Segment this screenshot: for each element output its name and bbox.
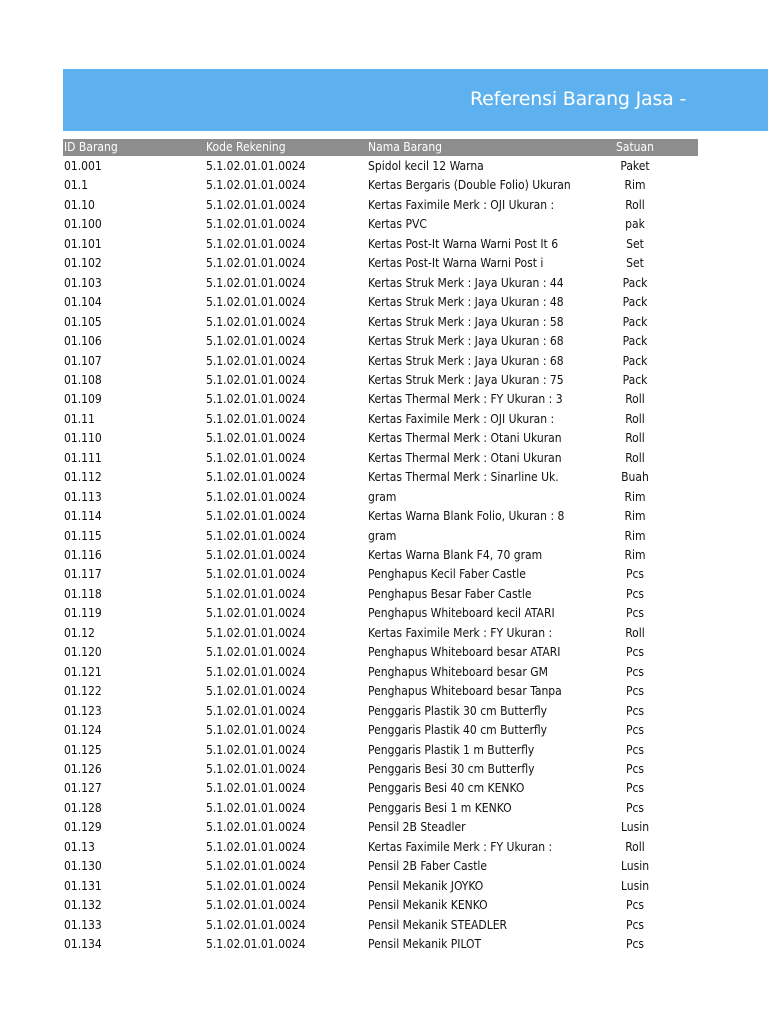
cell-id-barang: 01.116 [64,548,102,562]
cell-id-barang: 01.133 [64,917,102,932]
cell-id-barang: 01.121 [64,664,102,679]
cell-kode-rekening: 5.1.02.01.01.0024 [206,334,306,349]
cell-satuan: Pcs [625,898,645,913]
cell-satuan: Rim [624,489,646,504]
cell-kode-rekening: 5.1.02.01.01.0024 [206,236,306,251]
cell-nama-barang: Kertas Post-It Warna Warni Post It 6 [368,236,559,251]
cell-nama-barang: Kertas Faximile Merk : OJI Ukuran : [368,411,555,426]
cell-nama-barang: Kertas Faximile Merk : FY Ukuran : [368,625,553,640]
cell-kode-rekening: 5.1.02.01.01.0024 [206,431,306,446]
table-row[interactable] [0,156,768,176]
table-row[interactable] [0,428,768,448]
cell-id-barang: 01.104 [64,295,102,310]
cell-kode-rekening: 5.1.02.01.01.0024 [206,703,306,718]
cell-nama-barang: Penghapus Whiteboard besar GM [368,664,548,679]
table-row[interactable] [0,526,768,546]
cell-satuan: Rim [624,178,646,193]
cell-id-barang: 01.13 [64,839,95,854]
cell-id-barang: 01.129 [64,820,102,835]
cell-kode-rekening: 5.1.02.01.01.0024 [206,450,306,465]
table-row[interactable] [0,915,768,935]
cell-satuan: Pack [622,314,648,329]
cell-kode-rekening: 5.1.02.01.01.0024 [206,489,306,504]
table-row[interactable] [0,778,768,798]
cell-satuan: Pack [622,353,648,368]
cell-kode-rekening: 5.1.02.01.01.0024 [206,528,306,543]
cell-satuan: Pcs [625,761,645,776]
cell-kode-rekening: 5.1.02.01.01.0024 [206,586,306,601]
table-row[interactable] [0,895,768,915]
cell-satuan: Pcs [625,800,645,815]
table-row[interactable] [0,662,768,682]
table-row[interactable] [0,312,768,332]
cell-satuan: Roll [625,625,645,640]
table-row[interactable] [0,759,768,779]
table-row[interactable] [0,720,768,740]
cell-kode-rekening: 5.1.02.01.01.0024 [206,898,306,913]
cell-satuan: Roll [625,431,645,446]
header-id-barang[interactable]: ID Barang [64,140,118,154]
table-row[interactable] [0,876,768,896]
cell-kode-rekening: 5.1.02.01.01.0024 [206,275,306,290]
cell-kode-rekening: 5.1.02.01.01.0024 [206,645,306,660]
cell-kode-rekening: 5.1.02.01.01.0024 [206,820,306,835]
cell-id-barang: 01.103 [64,275,102,290]
cell-satuan: Pcs [625,684,645,699]
cell-satuan: Roll [625,411,645,426]
cell-satuan: Set [626,256,644,271]
cell-id-barang: 01.11 [64,411,95,426]
cell-kode-rekening: 5.1.02.01.01.0024 [206,548,306,562]
cell-nama-barang: Kertas Struk Merk : Jaya Ukuran : 75 [368,372,564,387]
cell-id-barang: 01.123 [64,703,102,718]
cell-id-barang: 01.119 [64,606,102,621]
cell-nama-barang: Kertas Thermal Merk : Otani Ukuran [368,450,562,465]
cell-satuan: Roll [625,392,645,407]
cell-id-barang: 01.131 [64,878,102,893]
cell-kode-rekening: 5.1.02.01.01.0024 [206,761,306,776]
cell-satuan: Roll [625,450,645,465]
cell-nama-barang: Pensil Mekanik STEADLER [368,917,508,932]
cell-id-barang: 01.12 [64,625,95,640]
cell-id-barang: 01.101 [64,236,102,251]
cell-kode-rekening: 5.1.02.01.01.0024 [206,314,306,329]
cell-satuan: Roll [625,197,645,212]
cell-kode-rekening: 5.1.02.01.01.0024 [206,197,306,212]
cell-nama-barang: Penggaris Besi 40 cm KENKO [368,781,525,796]
cell-nama-barang: Kertas Post-It Warna Warni Post i [368,256,544,271]
table-row[interactable] [0,467,768,487]
table-row[interactable] [0,545,768,565]
cell-nama-barang: Kertas Struk Merk : Jaya Ukuran : 68 [368,353,564,368]
cell-satuan: Pcs [625,781,645,796]
cell-id-barang: 01.113 [64,489,102,504]
cell-id-barang: 01.122 [64,684,102,699]
cell-id-barang: 01.106 [64,334,102,349]
cell-satuan: Pcs [625,937,645,951]
cell-nama-barang: Kertas Thermal Merk : FY Ukuran : 3 [368,392,563,407]
cell-id-barang: 01.120 [64,645,102,660]
cell-satuan: pak [625,217,645,232]
cell-id-barang: 01.127 [64,781,102,796]
cell-nama-barang: Kertas Struk Merk : Jaya Ukuran : 44 [368,275,564,290]
cell-satuan: Pcs [625,723,645,738]
cell-id-barang: 01.001 [64,159,102,173]
cell-satuan: Buah [621,470,649,485]
cell-nama-barang: Kertas Thermal Merk : Sinarline Uk. [368,470,559,485]
cell-kode-rekening: 5.1.02.01.01.0024 [206,353,306,368]
cell-nama-barang: Penggaris Besi 30 cm Butterfly [368,761,535,776]
cell-kode-rekening: 5.1.02.01.01.0024 [206,411,306,426]
cell-satuan: Pcs [625,586,645,601]
table-row[interactable] [0,584,768,604]
cell-satuan: Set [626,236,644,251]
cell-id-barang: 01.125 [64,742,102,757]
table-row[interactable] [0,701,768,721]
cell-satuan: Pcs [625,645,645,660]
cell-nama-barang: Pensil 2B Steadler [368,820,466,835]
cell-kode-rekening: 5.1.02.01.01.0024 [206,392,306,407]
cell-satuan: Pcs [625,703,645,718]
cell-satuan: Lusin [620,878,650,893]
cell-nama-barang: Pensil Mekanik KENKO [368,898,488,913]
cell-nama-barang: Penggaris Besi 1 m KENKO [368,800,512,815]
page-title: Referensi Barang Jasa - [470,88,687,110]
cell-kode-rekening: 5.1.02.01.01.0024 [206,372,306,387]
cell-kode-rekening: 5.1.02.01.01.0024 [206,937,306,951]
cell-kode-rekening: 5.1.02.01.01.0024 [206,470,306,485]
cell-kode-rekening: 5.1.02.01.01.0024 [206,256,306,271]
cell-nama-barang: Penggaris Plastik 1 m Butterfly [368,742,535,757]
cell-id-barang: 01.124 [64,723,102,738]
header-satuan[interactable]: Satuan [615,140,654,154]
cell-satuan: Pcs [625,567,645,582]
cell-kode-rekening: 5.1.02.01.01.0024 [206,664,306,679]
cell-satuan: Rim [624,509,646,524]
cell-satuan: Pack [622,372,648,387]
cell-nama-barang: Kertas Bergaris (Double Folio) Ukuran [368,178,571,193]
cell-id-barang: 01.109 [64,392,102,407]
cell-kode-rekening: 5.1.02.01.01.0024 [206,159,306,173]
cell-nama-barang: gram [368,528,397,543]
table-row[interactable] [0,351,768,371]
cell-id-barang: 01.118 [64,586,102,601]
table-row[interactable] [0,681,768,701]
cell-satuan: Pcs [625,664,645,679]
cell-satuan: Roll [625,839,645,854]
table-row[interactable] [0,448,768,468]
table-row[interactable] [0,214,768,234]
table-row[interactable] [0,389,768,409]
cell-satuan: Rim [624,528,646,543]
cell-nama-barang: Pensil Mekanik JOYKO [368,878,484,893]
cell-satuan: Pcs [625,917,645,932]
cell-id-barang: 01.126 [64,761,102,776]
table-row[interactable] [0,370,768,390]
cell-kode-rekening: 5.1.02.01.01.0024 [206,684,306,699]
table-row[interactable] [0,564,768,584]
cell-kode-rekening: 5.1.02.01.01.0024 [206,800,306,815]
cell-nama-barang: Kertas Warna Blank F4, 70 gram [368,548,543,562]
cell-id-barang: 01.107 [64,353,102,368]
cell-nama-barang: Kertas Warna Blank Folio, Ukuran : 8 [368,509,565,524]
table-row[interactable] [0,837,768,857]
cell-nama-barang: Penggaris Plastik 40 cm Butterfly [368,723,548,738]
cell-satuan: Pack [622,334,648,349]
cell-kode-rekening: 5.1.02.01.01.0024 [206,859,306,874]
cell-kode-rekening: 5.1.02.01.01.0024 [206,781,306,796]
table-row[interactable] [0,817,768,837]
cell-id-barang: 01.134 [64,937,102,951]
cell-id-barang: 01.128 [64,800,102,815]
cell-id-barang: 01.102 [64,256,102,271]
table-header [63,139,698,156]
table-row[interactable] [0,934,768,954]
cell-nama-barang: Penghapus Whiteboard kecil ATARI [368,606,555,621]
cell-kode-rekening: 5.1.02.01.01.0024 [206,606,306,621]
cell-satuan: Rim [624,548,646,562]
cell-nama-barang: Penghapus Besar Faber Castle [368,586,532,601]
cell-nama-barang: Kertas Struk Merk : Jaya Ukuran : 58 [368,314,564,329]
cell-nama-barang: Spidol kecil 12 Warna [368,159,484,173]
cell-satuan: Paket [620,159,650,173]
cell-id-barang: 01.132 [64,898,102,913]
cell-id-barang: 01.117 [64,567,102,582]
cell-id-barang: 01.100 [64,217,102,232]
table-row[interactable] [0,487,768,507]
table-row[interactable] [0,331,768,351]
cell-id-barang: 01.1 [64,178,89,193]
cell-kode-rekening: 5.1.02.01.01.0024 [206,509,306,524]
table-row[interactable] [0,623,768,643]
cell-nama-barang: Kertas Thermal Merk : Otani Ukuran [368,431,562,446]
cell-nama-barang: gram [368,489,397,504]
cell-nama-barang: Penghapus Whiteboard besar Tanpa [368,684,562,699]
cell-id-barang: 01.115 [64,528,102,543]
table-row[interactable] [0,506,768,526]
table-row[interactable] [0,253,768,273]
table-row[interactable] [0,740,768,760]
table-row[interactable] [0,175,768,195]
cell-satuan: Pack [622,275,648,290]
table-row[interactable] [0,798,768,818]
cell-nama-barang: Pensil 2B Faber Castle [368,859,488,874]
cell-kode-rekening: 5.1.02.01.01.0024 [206,839,306,854]
table-row[interactable] [0,234,768,254]
table-row[interactable] [0,273,768,293]
header-kode-rekening[interactable]: Kode Rekening [206,140,286,154]
cell-id-barang: 01.112 [64,470,102,485]
table-row[interactable] [0,195,768,215]
table-row[interactable] [0,856,768,876]
cell-id-barang: 01.108 [64,372,102,387]
cell-nama-barang: Kertas Struk Merk : Jaya Ukuran : 48 [368,295,564,310]
cell-kode-rekening: 5.1.02.01.01.0024 [206,625,306,640]
cell-satuan: Lusin [620,820,650,835]
cell-satuan: Pack [622,295,648,310]
cell-kode-rekening: 5.1.02.01.01.0024 [206,723,306,738]
cell-id-barang: 01.10 [64,197,95,212]
cell-nama-barang: Kertas Struk Merk : Jaya Ukuran : 68 [368,334,564,349]
cell-nama-barang: Pensil Mekanik PILOT [368,937,482,951]
cell-kode-rekening: 5.1.02.01.01.0024 [206,295,306,310]
cell-id-barang: 01.130 [64,859,102,874]
cell-nama-barang: Penghapus Kecil Faber Castle [368,567,526,582]
cell-satuan: Pcs [625,606,645,621]
table-row[interactable] [0,603,768,623]
cell-id-barang: 01.111 [64,450,102,465]
cell-satuan: Lusin [620,859,650,874]
table-row[interactable] [0,292,768,312]
cell-satuan: Pcs [625,742,645,757]
cell-id-barang: 01.110 [64,431,102,446]
cell-id-barang: 01.105 [64,314,102,329]
cell-kode-rekening: 5.1.02.01.01.0024 [206,178,306,193]
table-row[interactable] [0,642,768,662]
cell-kode-rekening: 5.1.02.01.01.0024 [206,742,306,757]
cell-nama-barang: Kertas Faximile Merk : FY Ukuran : [368,839,553,854]
cell-nama-barang: Penghapus Whiteboard besar ATARI [368,645,561,660]
table-row[interactable] [0,409,768,429]
cell-id-barang: 01.114 [64,509,102,524]
cell-kode-rekening: 5.1.02.01.01.0024 [206,217,306,232]
cell-kode-rekening: 5.1.02.01.01.0024 [206,567,306,582]
cell-nama-barang: Kertas PVC [368,217,427,232]
cell-kode-rekening: 5.1.02.01.01.0024 [206,917,306,932]
cell-nama-barang: Penggaris Plastik 30 cm Butterfly [368,703,548,718]
header-nama-barang[interactable]: Nama Barang [368,140,443,154]
cell-kode-rekening: 5.1.02.01.01.0024 [206,878,306,893]
cell-nama-barang: Kertas Faximile Merk : OJI Ukuran : [368,197,555,212]
